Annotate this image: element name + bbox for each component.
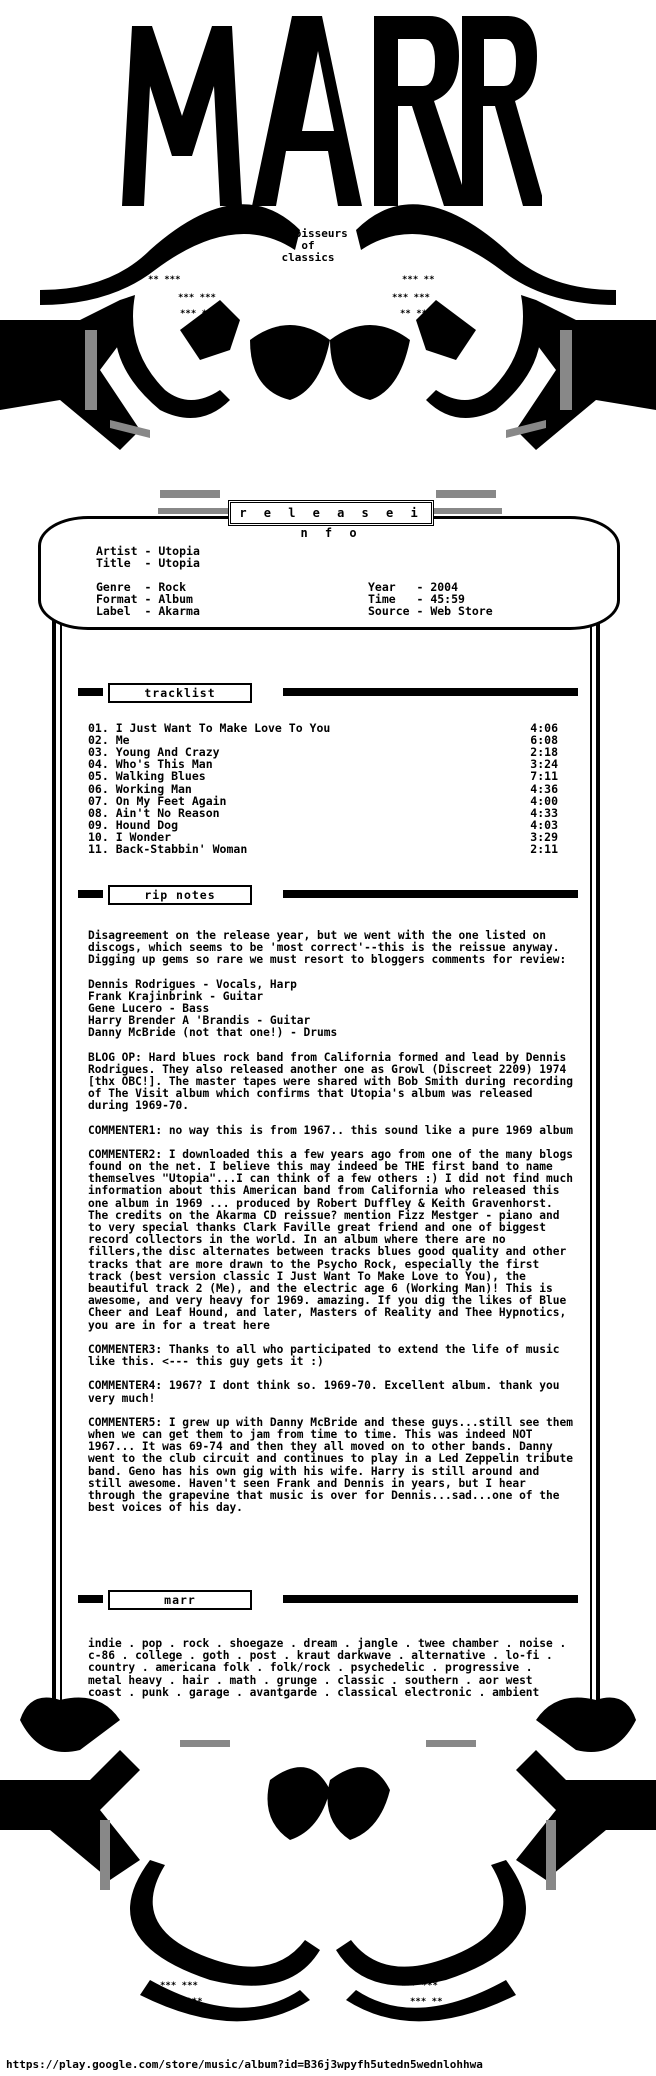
bar (283, 890, 578, 898)
time-value: 45:59 (430, 592, 465, 606)
genre-label: Genre (96, 580, 131, 594)
note-paragraph: COMMENTER1: no way this is from 1967.. this sound like a pure 1969 album (88, 1123, 573, 1137)
svg-text:*** ***: *** *** (400, 1981, 438, 1991)
top-ornament-grey (85, 330, 572, 498)
note-paragraph: BLOG OP: Hard blues rock band from California formed and lead by Dennis Rodrigues. They also released another one as Growl (Discreet 2209) 1974 [thx OBC!]. The master tapes were shared with Bob Smith during recording of The Visit album which confirms that Utopia's album was released during 1969-70. (88, 1050, 573, 1113)
title-label: Title (96, 556, 131, 570)
star-marks (148, 275, 435, 319)
track-duration: 2:18 (530, 745, 558, 760)
track-title: 04. Who's This Man (88, 757, 213, 772)
artist-row: Artist - Utopia (96, 544, 200, 558)
time-label: Time (368, 592, 396, 606)
svg-text:*** ***: *** *** (178, 293, 216, 303)
genre-tags: indie . pop . rock . shoegaze . dream . jangle . twee chamber . noise . c-86 . college . goth . post . kraut darkwave . alternative . lo-fi . country . americana folk . folk/rock . psychedelic . progressive . metal heavy . hair . math . grunge . classic . southern . aor west coast . punk . garage . avantgarde . classical electronic . ambient (88, 1637, 567, 1699)
year-label: Year (368, 580, 396, 594)
track-title: 01. I Just Want To Make Love To You (88, 721, 331, 735)
svg-text:** ***: ** *** (170, 1997, 203, 2007)
label-value: Akarma (158, 604, 200, 618)
svg-text:** ***: ** *** (400, 309, 433, 319)
track-title: 07. On My Feet Again (88, 793, 227, 808)
artist-value: Utopia (158, 544, 200, 558)
tagline-line: classics (281, 251, 335, 264)
genre-value: Rock (158, 580, 187, 594)
bottom-ornament-grey (100, 1740, 556, 1890)
note-paragraph: Disagreement on the release year, but we went with the one listed on discogs, which seems to be 'most correct'--this is the reissue anyway. Digging up gems so rare we must resort to bloggers comments for review: (88, 929, 567, 967)
year-row: Year - 2004 (368, 580, 459, 594)
note-paragraph: COMMENTER3: Thanks to all who participated to extend the life of music like this. <--- this guy gets it :) (88, 1342, 560, 1369)
track-duration: 6:08 (530, 733, 558, 748)
tracklist-heading: tracklist (108, 683, 252, 703)
label-row: Label - Akarma (96, 604, 200, 618)
rip-notes-heading: rip notes (108, 885, 252, 905)
bar (78, 890, 103, 898)
year-value: 2004 (430, 580, 459, 594)
tracklist-header (78, 683, 578, 701)
track-duration: 4:00 (530, 793, 558, 808)
format-label: Format (96, 592, 138, 606)
track-title: 11. Back-Stabbin' Woman (88, 842, 248, 856)
track-duration: 3:24 (530, 757, 558, 772)
track-duration: 2:11 (530, 842, 558, 856)
source-label: Source (368, 604, 410, 618)
track-duration: 4:36 (530, 781, 558, 796)
bar (78, 688, 103, 696)
tagline-line: of (301, 239, 315, 252)
marr-header (78, 1590, 578, 1608)
svg-text:** ***: ** *** (148, 275, 181, 285)
note-paragraph: COMMENTER4: 1967? I dont think so. 1969-70. Excellent album. thank you very much! (88, 1379, 560, 1405)
track-duration: 7:11 (530, 769, 558, 784)
track-title: 02. Me (88, 733, 130, 748)
svg-text:*** **: *** ** (180, 309, 213, 319)
track-duration: 4:33 (530, 805, 558, 820)
bar (283, 688, 578, 696)
format-value: Album (158, 592, 193, 606)
tagline-line: connoisseurs (268, 227, 348, 240)
grey-bar (158, 508, 228, 514)
source-row: Source - Web Store (368, 604, 493, 618)
title-value: Utopia (158, 556, 200, 570)
track-duration: 3:29 (530, 829, 558, 844)
svg-text:*** ***: *** *** (160, 1981, 198, 1991)
track-row (88, 722, 558, 734)
note-paragraph: COMMENTER5: I grew up with Danny McBride and these guys...still see them when we can get them to jam from time to time. This was indeed NOT 1967... It was 69-74 and then they all moved on to other bands. Danny went to the club circuit and continues to play in a Led Zeppelin tribute band. Geno has his own gig with his wife. Harry is still around and still awesome. Haven't seen Frank and Dennis in years, but I hear through the grapevine that music is over for Dennis...sad...one of the best voices of his day. (88, 1415, 573, 1515)
rip-notes-header (78, 885, 578, 903)
release-info-tab: r e l e a s e i n f o (228, 500, 434, 526)
track-title: 05. Walking Blues (88, 769, 206, 784)
title-row: Title - Utopia (96, 556, 200, 570)
track-title: 10. I Wonder (88, 829, 172, 844)
track-duration: 4:03 (530, 817, 558, 832)
tagline (248, 228, 368, 264)
genre-row: Genre - Rock (96, 580, 187, 594)
track-duration: 4:06 (530, 721, 558, 735)
source-value: Web Store (430, 604, 493, 618)
artist-label: Artist (96, 544, 138, 558)
marr-heading: marr (108, 1590, 252, 1610)
rip-notes-body (88, 930, 578, 1526)
note-paragraph: COMMENTER2: I downloaded this a few years ago from one of the many blogs found on the net. I believe this may indeed be THE first band to name themselves "Utopia"...I can think of a few others :) I did not find much information about this American band from California who released this one album in 1969 ... produced by Robert Duffley & Keith Gravenhorst. The credits on the Akarma CD reissue? mention Fizz Mestger - piano and to very special thanks Clark Faville great friend and one of biggest record collectors in the world. In an album where there are no fillers,the disc alternates between tracks blues good quality and other tracks that are more drawn to the Psycho Rock, especially the first track (best version classic I Just Want To Make Love to You), the beautiful track 2 (Me), and the electric age 6 (Working Man)! This is awesome, and very heavy for 1969. amazing. If you dig the likes of Blue Cheer and Leaf Hound, and later, Masters of Reality and Thee Hypnotics, you are in for a treat here (88, 1147, 573, 1332)
bar (283, 1595, 578, 1603)
bottom-ornament (0, 1698, 656, 2022)
footer-url[interactable]: https://play.google.com/store/music/album?id=B36j3wpyfh5utedn5wednlohhwa (6, 2058, 483, 2071)
track-title: 09. Hound Dog (88, 817, 179, 832)
svg-text:*** ***: *** *** (392, 293, 430, 303)
bar (78, 1595, 103, 1603)
svg-text:*** **: *** ** (402, 275, 435, 285)
format-row: Format - Album (96, 592, 193, 606)
track-title: 03. Young And Crazy (88, 745, 220, 760)
svg-text:*** **: *** ** (410, 1997, 443, 2007)
track-row (88, 843, 558, 855)
grey-bar (432, 508, 502, 514)
note-paragraph: Dennis Rodrigues - Vocals, Harp Frank Krajinbrink - Guitar Gene Lucero - Bass Harry Brender A 'Brandis - Guitar Danny McBride (not that one!) - Drums (88, 977, 338, 1040)
track-title: 06. Working Man (88, 781, 192, 796)
label-label: Label (96, 604, 131, 618)
time-row: Time - 45:59 (368, 592, 465, 606)
marr-logo (112, 6, 542, 216)
track-title: 08. Ain't No Reason (88, 805, 220, 820)
